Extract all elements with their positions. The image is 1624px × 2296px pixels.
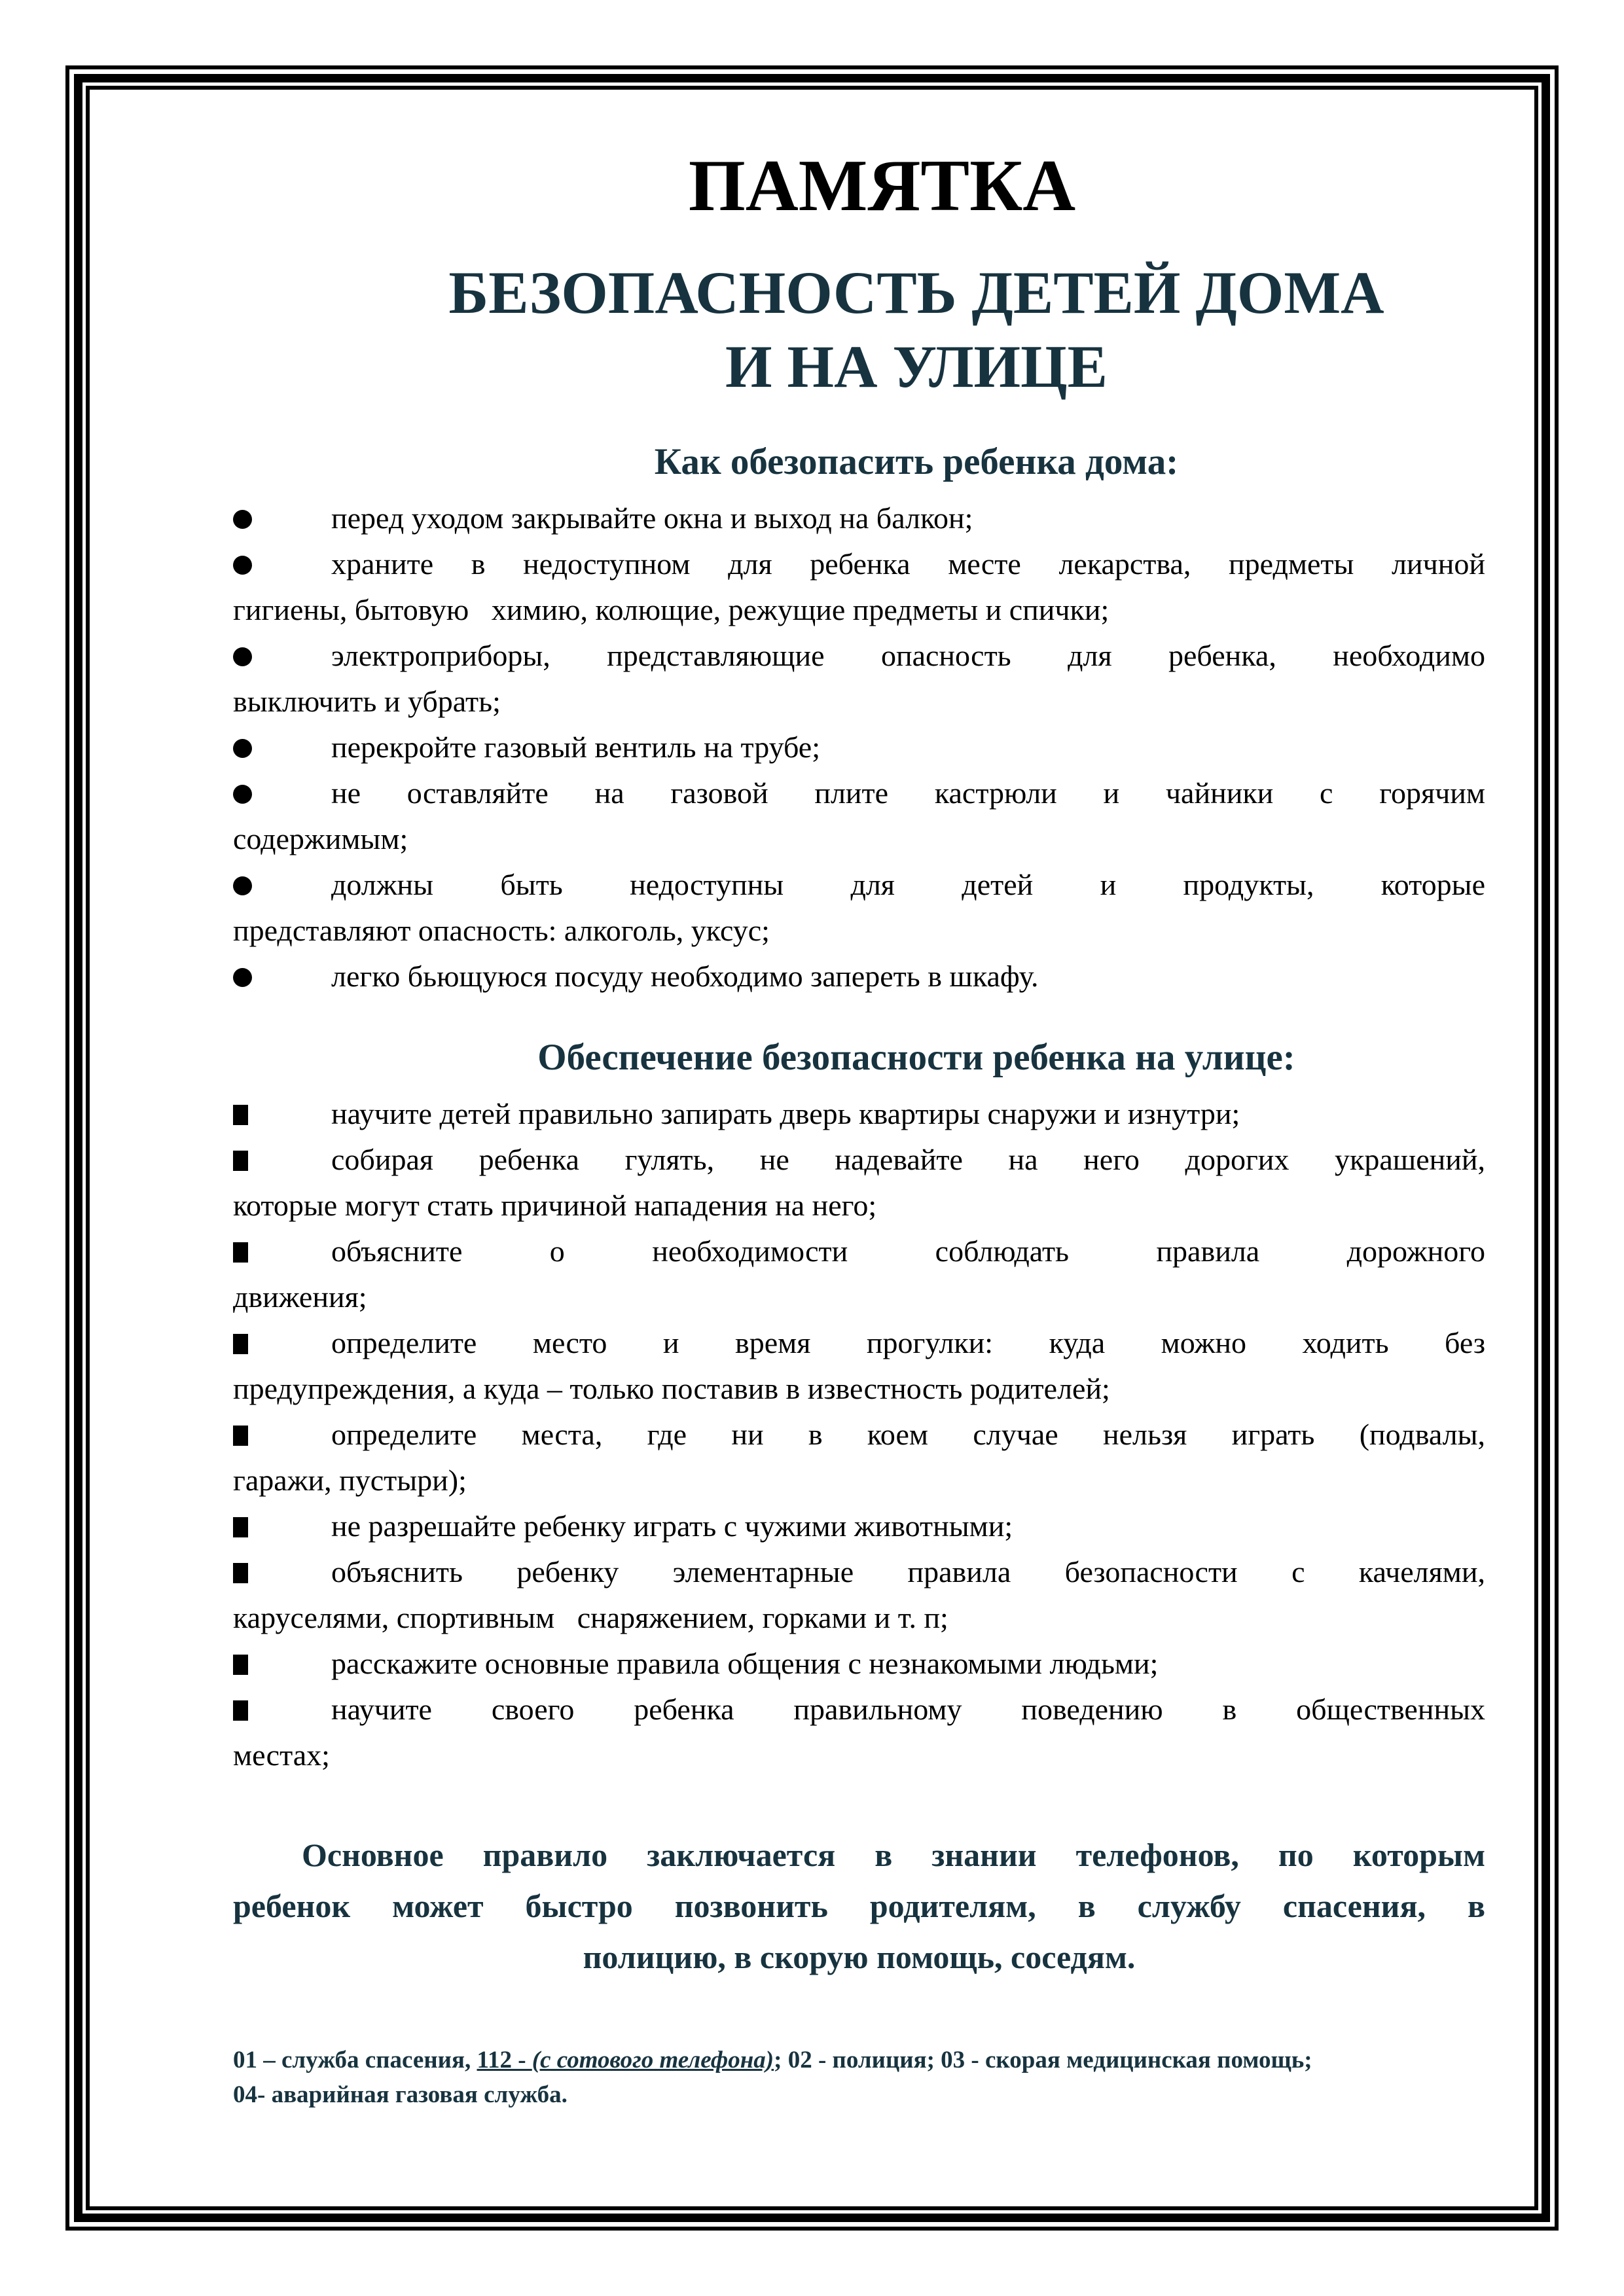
list-item (233, 862, 1485, 954)
square-bullet-icon (233, 1091, 331, 1137)
bullet-list-home (233, 495, 1485, 999)
list-item (233, 495, 1485, 541)
circle-bullet-icon (233, 633, 331, 679)
list-item (233, 1137, 1485, 1229)
list-item-line: перекройте газовый вентиль на трубе; (233, 725, 1485, 770)
list-item-line: объяснить ребенку элементарные правила безопасности с качелями, (233, 1549, 1485, 1595)
square-bullet-icon (233, 1503, 331, 1549)
list-item (233, 1320, 1485, 1412)
list-item-line: местах; (233, 1738, 330, 1772)
list-item (233, 770, 1485, 862)
list-item (233, 1412, 1485, 1503)
subtitle-line: И НА УЛИЦЕ (725, 333, 1108, 400)
circle-bullet-icon (233, 770, 331, 816)
square-bullet-icon (233, 1137, 331, 1183)
footer-segment: ; 02 - полиция; 03 - скорая медицинская помощь; (774, 2047, 1312, 2073)
square-bullet-icon (233, 1687, 331, 1732)
circle-bullet-icon (233, 541, 331, 587)
square-bullet-icon (233, 1412, 331, 1458)
key-message-line: Основное правило заключается в знании телефонов, по которым (302, 1837, 1485, 1873)
list-item (233, 954, 1485, 999)
list-item-line: гигиены, бытовую химию, колющие, режущие предметы и спички; (233, 593, 1110, 626)
footer-segment: 112 - (477, 2047, 532, 2073)
section-heading-street: Обеспечение безопасности ребенка на улице: (537, 1037, 1295, 1078)
list-item (233, 1641, 1485, 1687)
footer-note (233, 2043, 1485, 2112)
list-item-line: электроприборы, представляющие опасность для ребенка, необходимо (233, 633, 1485, 679)
circle-bullet-icon (233, 495, 331, 541)
bullet-list-street (233, 1091, 1485, 1778)
list-item-line: представляют опасность: алкоголь, уксус; (233, 914, 770, 947)
key-message (233, 1829, 1485, 1982)
footer-segment: 01 – служба спасения, (233, 2047, 477, 2073)
list-item-line: предупреждения, а куда – только поставив в известность родителей; (233, 1372, 1110, 1405)
list-item-line: не разрешайте ребенку играть с чужими животными; (233, 1503, 1485, 1549)
page-border (65, 65, 1559, 2231)
circle-bullet-icon (233, 862, 331, 908)
list-item (233, 1503, 1485, 1549)
list-item (233, 1549, 1485, 1641)
list-item-line: объясните о необходимости соблюдать правила дорожного (233, 1229, 1485, 1274)
list-item-line: движения; (233, 1280, 367, 1314)
list-item-line: легко бьющуюся посуду необходимо запереть в шкафу. (233, 954, 1485, 999)
list-item-line: содержимым; (233, 822, 408, 855)
square-bullet-icon (233, 1641, 331, 1687)
list-item (233, 541, 1485, 633)
list-item-line: расскажите основные правила общения с незнакомыми людьми; (233, 1641, 1485, 1687)
list-item-line: определите места, где ни в коем случае нельзя играть (подвалы, (233, 1412, 1485, 1458)
list-item-line: которые могут стать причиной нападения на него; (233, 1189, 877, 1222)
footer-line: 04- аварийная газовая служба. (233, 2081, 568, 2108)
list-item-line: выключить и убрать; (233, 685, 501, 718)
square-bullet-icon (233, 1320, 331, 1366)
page-border-middle-line (74, 74, 1550, 2222)
list-item (233, 725, 1485, 770)
page-title: ПАМЯТКА (688, 145, 1076, 226)
list-item-line: гаражи, пустыри); (233, 1463, 467, 1497)
subtitle-line: БЕЗОПАСНОСТЬ ДЕТЕЙ ДОМА (448, 259, 1384, 326)
circle-bullet-icon (233, 954, 331, 999)
list-item-line: не оставляйте на газовой плите кастрюли и чайники с горячим (233, 770, 1485, 816)
circle-bullet-icon (233, 725, 331, 770)
list-item (233, 633, 1485, 725)
document-content (90, 90, 1534, 2206)
document-subtitle (348, 256, 1485, 404)
footer-segment: (с сотового телефона) (532, 2047, 774, 2073)
list-item (233, 1091, 1485, 1137)
list-item-line: научите своего ребенка правильному поведению в общественных (233, 1687, 1485, 1732)
list-item-line: собирая ребенка гулять, не надевайте на него дорогих украшений, (233, 1137, 1485, 1183)
list-item-line: храните в недоступном для ребенка месте лекарства, предметы личной (233, 541, 1485, 587)
square-bullet-icon (233, 1229, 331, 1274)
footer-line (233, 2043, 1485, 2077)
list-item-line: научите детей правильно запирать дверь квартиры снаружи и изнутри; (233, 1091, 1485, 1137)
list-item (233, 1687, 1485, 1778)
list-item-line: должны быть недоступны для детей и продукты, которые (233, 862, 1485, 908)
key-message-line: ребенок может быстро позвонить родителям, в службу спасения, в (233, 1888, 1485, 1924)
section-heading-home: Как обезопасить ребенка дома: (654, 441, 1179, 482)
square-bullet-icon (233, 1549, 331, 1595)
page-border-inner-line (86, 86, 1538, 2210)
key-message-line: полицию, в скорую помощь, соседям. (583, 1939, 1136, 1975)
list-item-line: определите место и время прогулки: куда можно ходить без (233, 1320, 1485, 1366)
list-item (233, 1229, 1485, 1320)
list-item-line: каруселями, спортивным снаряжением, горками и т. п; (233, 1601, 948, 1634)
list-item-line: перед уходом закрывайте окна и выход на балкон; (233, 495, 1485, 541)
